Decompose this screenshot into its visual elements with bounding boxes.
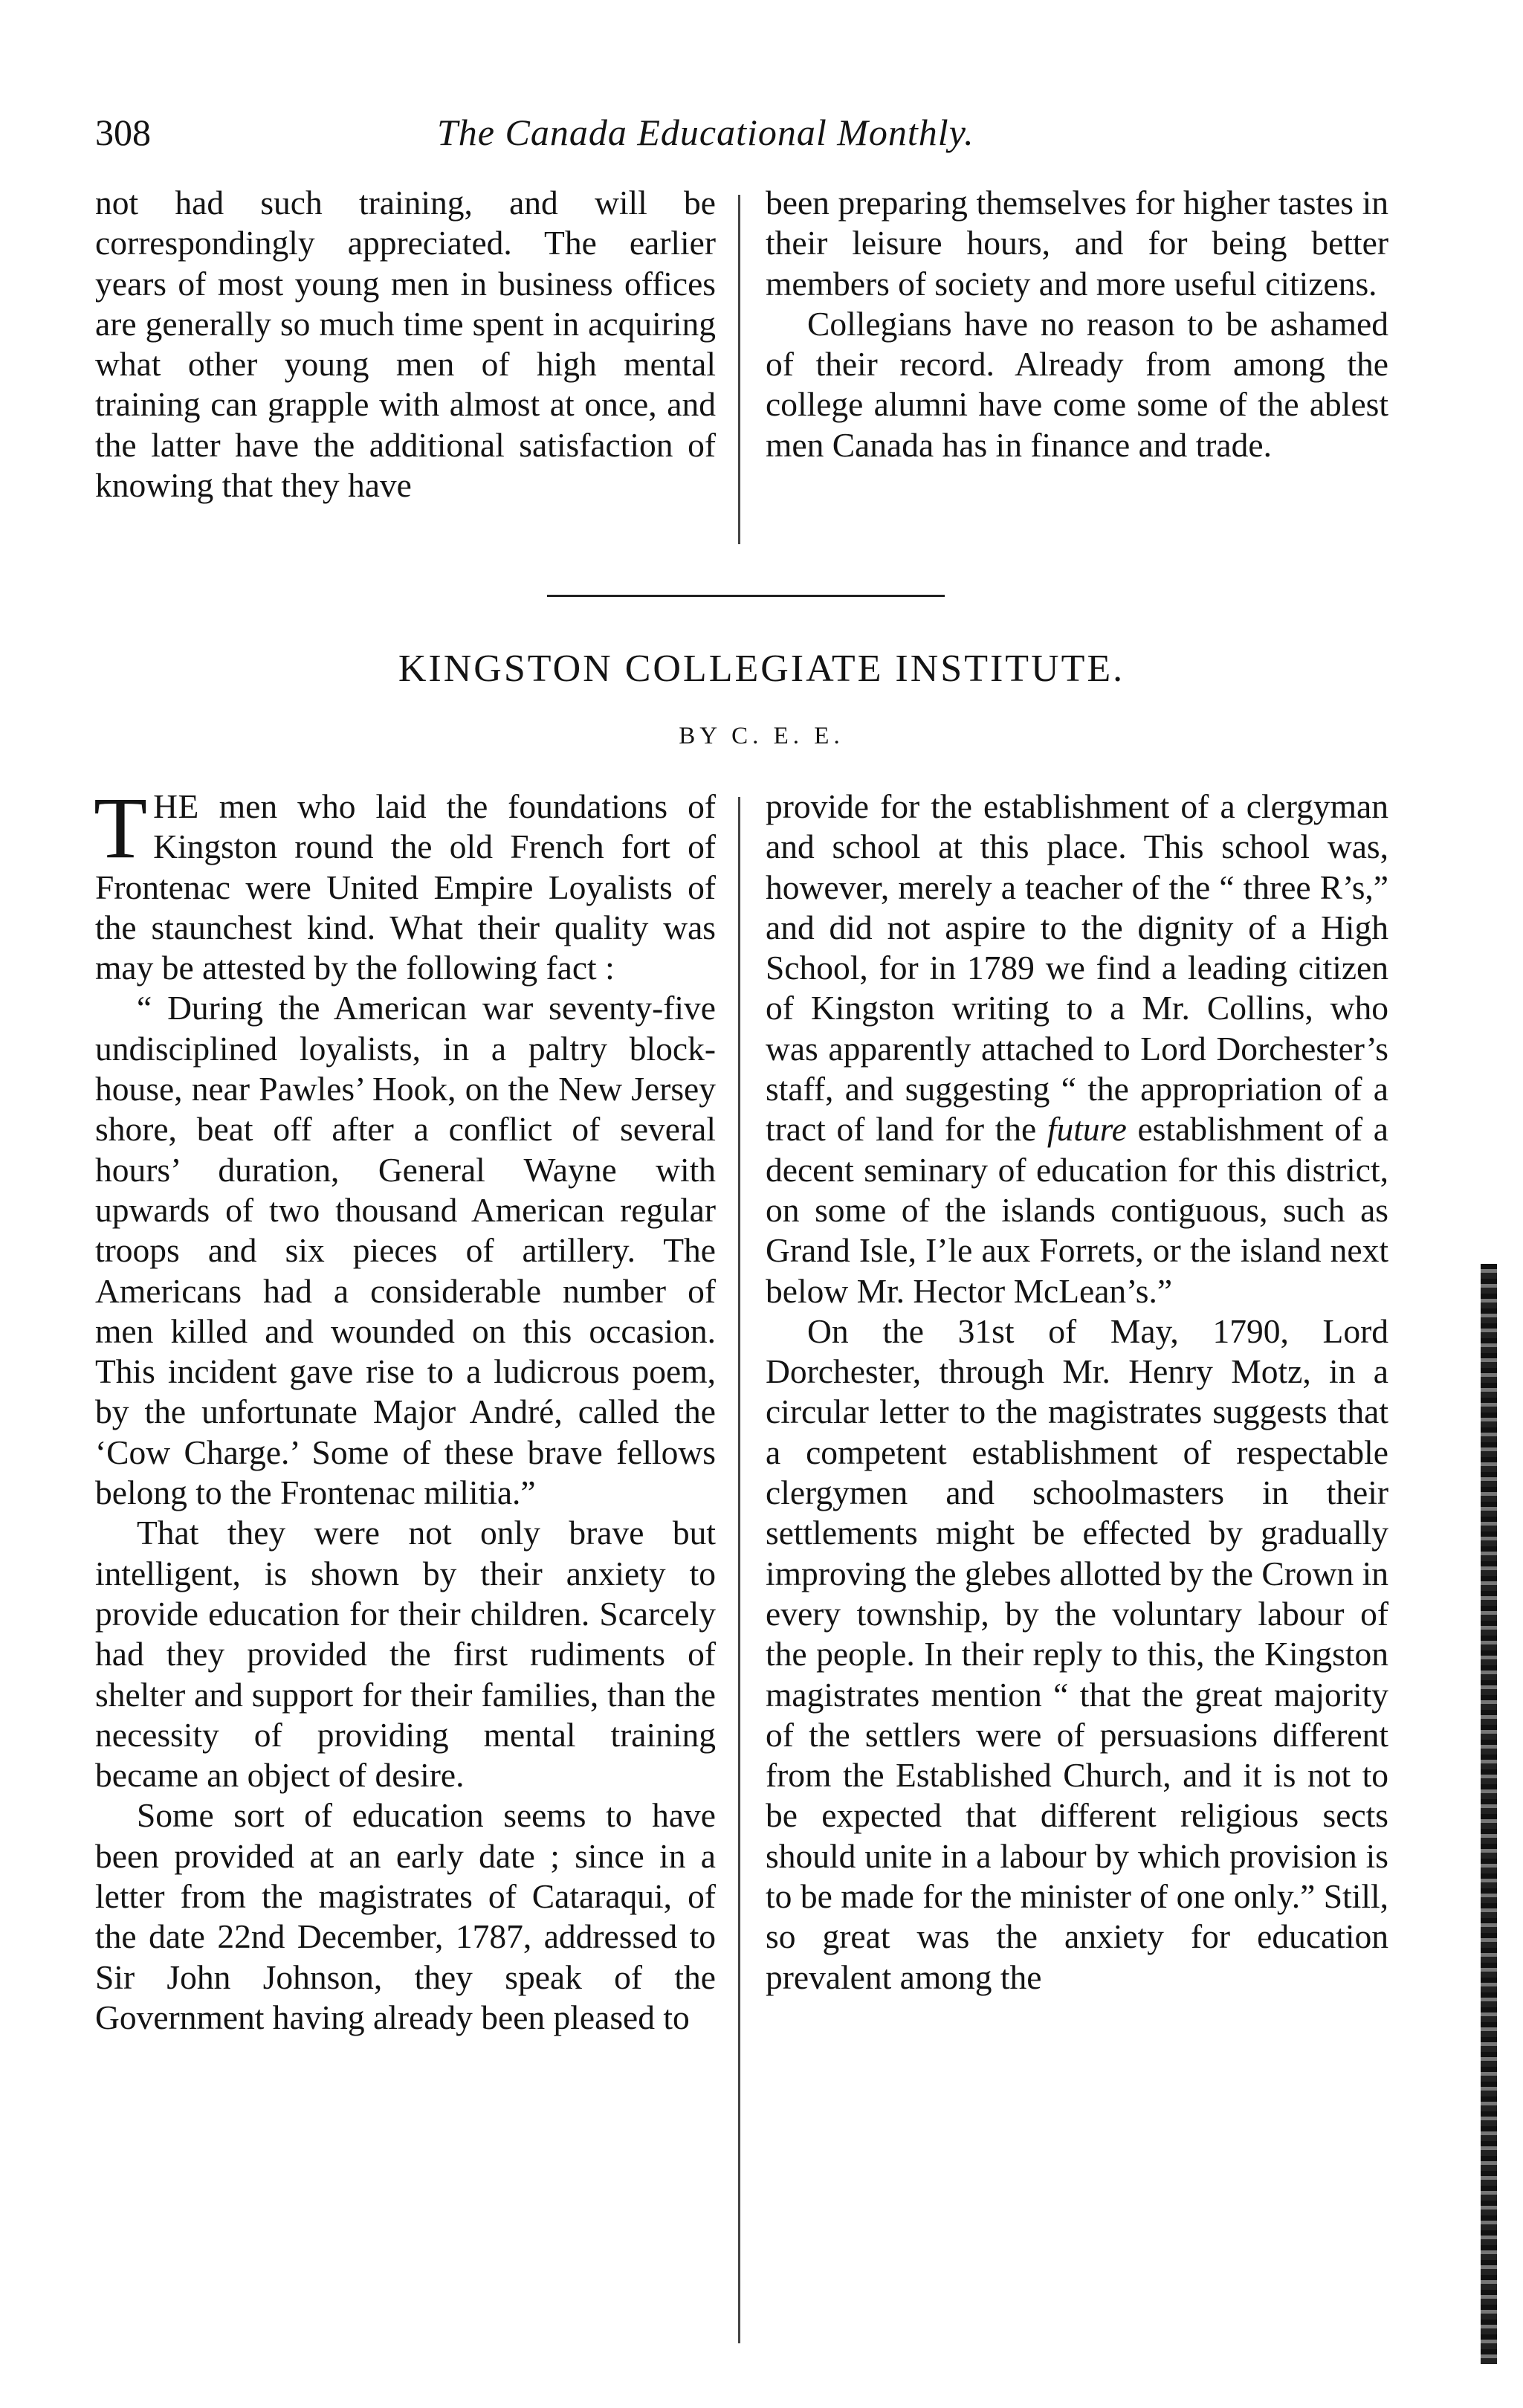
paragraph: been preparing themselves for higher tastes in their leisure hours, and for being better members of society and more useful citizens. — [766, 184, 1388, 303]
column-divider — [738, 195, 740, 544]
running-head — [95, 110, 1073, 162]
paragraph-text: provide for the establishment of a clergyman and school at this place. This school was, however, merely a teacher of the “ three R’s,” and did not aspire to the dignity of a High School, for in 1789 we find a leading citizen of Kingston writing to a Mr. Collins, who was apparently attached to Lord Dorchester’s staff, and suggesting “ the appropriation of a tract of land for the — [766, 787, 1388, 1149]
top-left-column — [95, 183, 716, 506]
paragraph: On the 31st of May, 1790, Lord Dorchester, through Mr. Henry Motz, in a circular letter to the magistrates suggests that a competent establishment of respectable clergymen and schoolmasters in their settlements might be effected by gradually improving the glebes allotted by the Crown in every township, by the voluntary labour of the people. In their reply to this, the Kingston magistrates mention “ that the great majority of the settlers were of persuasions different from the Established Church, and it is not to be expected that different religious sects should unite in a labour by which provision is to be made for the minister of one only.” Still, so great was the anxiety for education prevalent among the — [766, 1311, 1388, 1996]
column-divider — [738, 797, 740, 2343]
paragraph-text: establishment of a decent seminary of education for this district, on some of the islands contiguous, such as Grand Isle, I’le aux Forrets, or the island next below Mr. Hector McLean’s.” — [766, 1110, 1388, 1310]
paragraph-opening — [94, 779, 716, 988]
paragraph: That they were not only brave but intelligent, is shown by their anxiety to provide education for their children. Scarcely had they provided the first rudiments of shelter and support for their families, than the necessity of providing mental training became an object of desire. — [95, 1514, 716, 1795]
first-word-rest: HE — [153, 787, 199, 825]
article-byline: BY C. E. E. — [679, 723, 844, 749]
article-title: KINGSTON COLLEGIATE INSTITUTE. — [398, 648, 1125, 690]
paragraph — [766, 787, 1388, 1311]
paragraph-text: men who laid the foundations of Kingston round the old French fort of Frontenac were United Empire Loyalists of the staunchest kind. What their quality was may be attested by the following fact : — [95, 787, 716, 987]
drop-cap: T — [94, 779, 148, 877]
section-divider — [547, 595, 945, 597]
paragraph: not had such training, and will be correspondingly appreciated. The earlier years of most young men in business offices are generally so much time spent in acquiring what other young men of high mental training can grapple with almost at once, and the latter have the additional satisfaction of knowing that they have — [95, 184, 716, 505]
scan-edge-strip — [1481, 1264, 1497, 2364]
paragraph: Some sort of education seems to have been provided at an early date ; since in a letter from the magistrates of Cataraqui, of the date 22nd December, 1787, addressed to Sir John Johnson, they speak of the Government having already been pleased to — [95, 1796, 716, 2036]
paragraph: Collegians have no reason to be ashamed of their record. Already from among the college alumni have come some of the ablest men Canada has in finance and trade. — [766, 304, 1388, 464]
journal-title: The Canada Educational Monthly. — [437, 112, 974, 153]
article-left-column — [94, 779, 716, 2038]
article-right-column — [766, 787, 1388, 1998]
paragraph: “ During the American war seventy-five undisciplined loyalists, in a paltry block-house, near Pawles’ Hook, on the New Jersey shore, beat off after a conflict of several hours’ duration, General Wayne with upwards of two thousand American regular troops and six pieces of artillery. The Americans had a considerable number of men killed and wounded on this occasion. This incident gave rise to a ludicrous poem, by the unfortunate Major André, called the ‘Cow Charge.’ Some of these brave fellows belong to the Frontenac militia.” — [95, 989, 716, 1512]
top-right-column — [766, 183, 1388, 465]
page-number: 308 — [95, 112, 151, 153]
italic-emphasis: future — [1047, 1110, 1127, 1149]
